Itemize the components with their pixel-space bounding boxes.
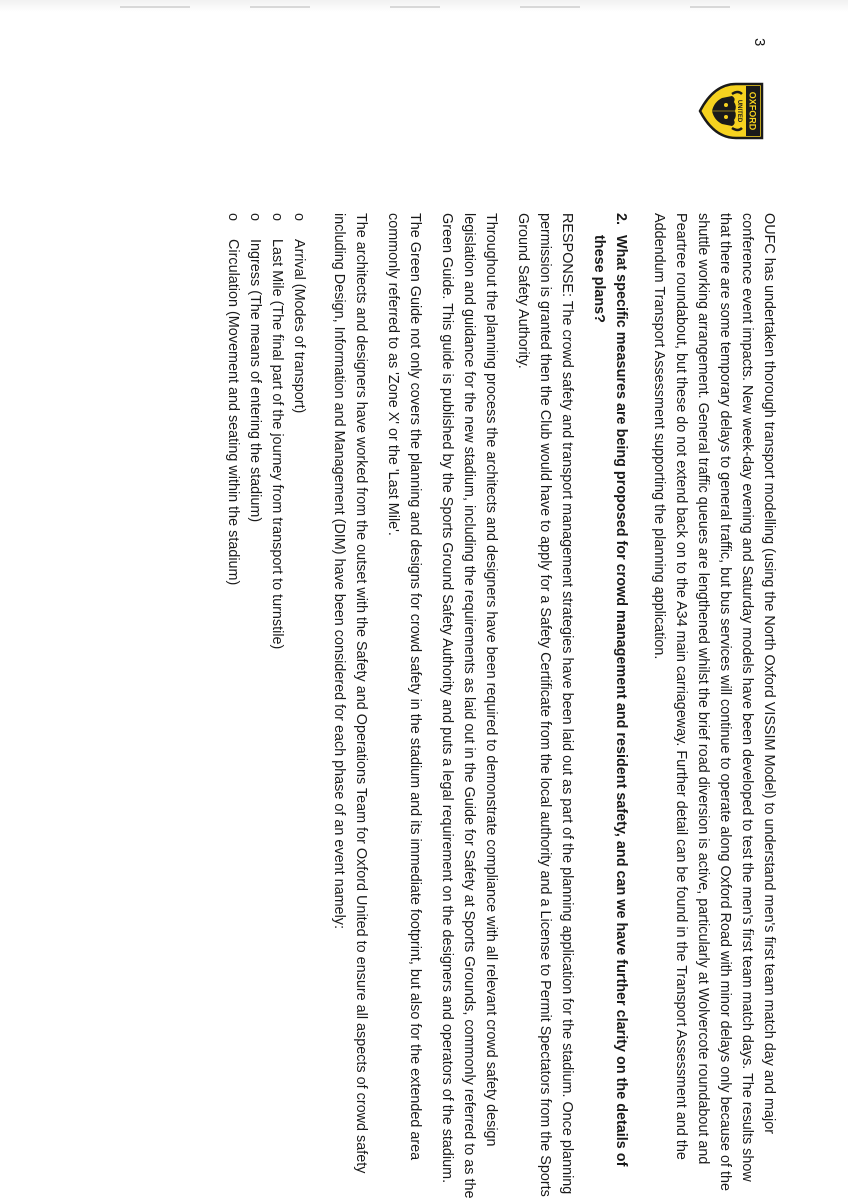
page-number: 3 <box>751 38 768 47</box>
scan-mark <box>390 6 440 8</box>
logo-top-text: OXFORD <box>747 91 758 131</box>
paragraph-planning-process: Throughout the planning process the architects and designers have been required to demonstrate compliance with all relevant crowd safety design legislation and guidance for the new stadium, including the requirements as laid out in the Guide for Safety at Sports Grounds, commonly referred to as the Green Guide. This guide is published by the Sports Ground Safety Authority and puts a legal requirement on the designers and operators of the stadium. <box>439 213 499 1199</box>
bullet-circle-icon: o <box>247 213 263 222</box>
scan-mark <box>120 6 190 8</box>
rotated-content <box>100 38 780 1199</box>
list-item: o Ingress (The means of entering the stadium) <box>244 213 266 1203</box>
paragraph-transport-modelling: OUFC has undertaken thorough transport modelling (using the North Oxford VISSIM Model) to understand men's first team match day and major conference event impacts. New week-day evening and Saturday models have been developed to test the men's first team match days. The results show that there are some temporary delays to general traffic, but bus services will continue to operate along Oxford Road with minor delays only because of the shuttle working arrangement. General traffic queues are lengthened whilst the brief road diversion is active, particularly at Wolvercote roundabout and Peartree roundabout, but these do not extend back on to the A34 main carriageway. Further detail can be found in the Transport Assessment and the Addendum Transport Assessment supporting the planning application. <box>651 213 777 1192</box>
oxford-united-crest-logo <box>696 80 766 142</box>
scan-mark <box>520 6 580 8</box>
logo-bottom-text: UNITED <box>736 99 742 123</box>
question-heading <box>588 213 632 1203</box>
question-text: What specific measures are being proposed for crowd management and resident safety, and can we have further clarity on the details of these plans? <box>591 235 629 1167</box>
bullet-circle-icon: o <box>225 213 241 222</box>
list-item: o Last Mile (The final part of the journey from transport to turnstile) <box>266 213 288 1203</box>
paragraph-green-guide: The Green Guide not only covers the planning and designs for crowd safety in the stadium and its immediate footprint, but also for the extended area commonly referred to as 'Zone X' or the 'Last Mile'. <box>385 213 423 1161</box>
list-item: o Arrival (Modes of transport) <box>288 213 310 1203</box>
scan-mark <box>250 6 310 8</box>
paragraph-response: RESPONSE: The crowd safety and transport management strategies have been laid out as part of the planning application for the stadium. Once planning permission is granted then the Club would have to apply for a Safety Certificate from the local authority and a License to Permit Spectators from the Sports Ground Safety Authority. <box>515 213 575 1197</box>
list-item: o Circulation (Movement and seating within the stadium) <box>222 213 244 1203</box>
event-phase-list <box>222 213 310 1203</box>
bullet-circle-icon: o <box>269 213 285 222</box>
question-number: 2. <box>613 213 629 226</box>
bullet-circle-icon: o <box>291 213 307 222</box>
paragraph-architects: The architects and designers have worked from the outset with the Safety and Operations Team for Oxford United to ensure all aspects of crowd safety including Design, Information and Management (DIM) have been considered for each phase of an event namely: <box>331 213 369 1174</box>
scan-mark <box>690 6 730 8</box>
document-body <box>222 213 780 1203</box>
